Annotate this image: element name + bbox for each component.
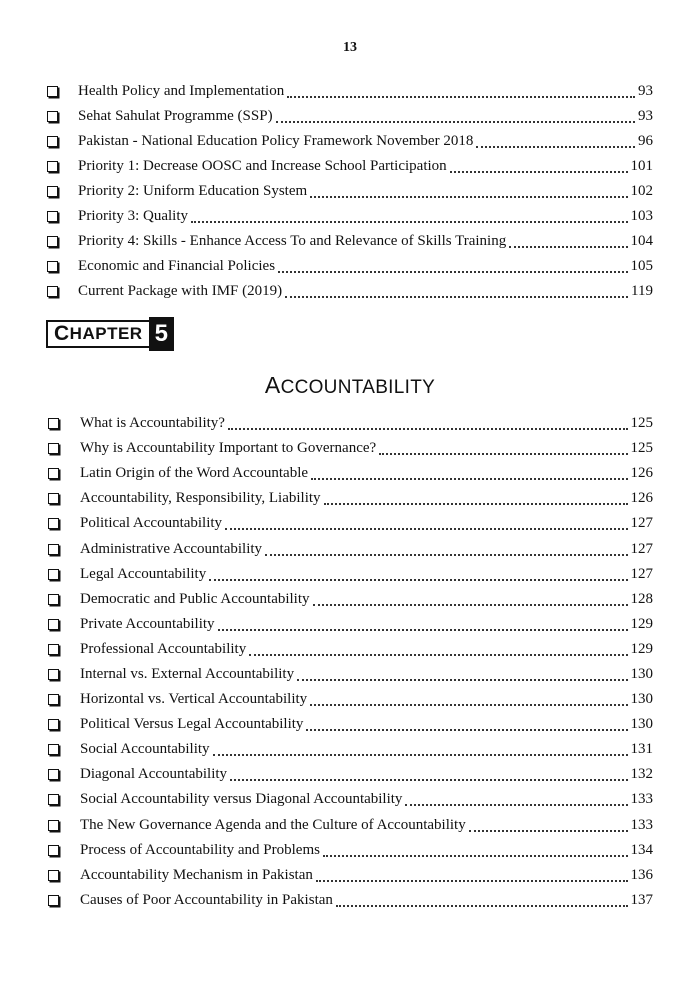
toc-entry-page-number: 130	[630, 716, 653, 733]
checkbox-bullet-icon	[47, 261, 58, 272]
toc-entry[interactable]	[0, 587, 700, 612]
toc-entry[interactable]	[0, 888, 700, 913]
dot-leader	[310, 195, 627, 198]
toc-entry-page-number: 126	[630, 490, 653, 507]
toc-entry-page-number: 105	[630, 258, 653, 274]
toc-entry-title: Process of Accountability and Problems	[80, 841, 320, 858]
dot-leader	[209, 578, 627, 581]
toc-entry-page-number: 127	[630, 540, 653, 557]
dot-leader	[324, 502, 628, 505]
toc-entry[interactable]	[0, 461, 700, 486]
toc-entry-title: Health Policy and Implementation	[78, 83, 285, 99]
toc-list-accountability	[0, 411, 700, 913]
toc-entry-title: Administrative Accountability	[80, 540, 263, 557]
toc-entry-page-number: 136	[630, 866, 653, 883]
toc-entry[interactable]	[0, 637, 700, 662]
dot-leader	[265, 553, 627, 556]
toc-entry-page-number: 125	[630, 415, 653, 432]
checkbox-bullet-icon	[48, 418, 59, 429]
checkbox-bullet-icon	[48, 619, 59, 630]
toc-entry-title: Legal Accountability	[80, 565, 207, 582]
toc-entry-title: Private Accountability	[80, 615, 215, 632]
dot-leader	[213, 753, 628, 756]
dot-leader	[316, 879, 628, 882]
checkbox-bullet-icon	[48, 895, 59, 906]
chapter-label	[46, 320, 149, 348]
dot-leader	[191, 220, 628, 223]
toc-entry-page-number: 127	[630, 515, 653, 532]
toc-entry[interactable]	[0, 762, 700, 787]
checkbox-bullet-icon	[47, 161, 58, 172]
dot-leader	[285, 295, 628, 298]
dot-leader	[323, 854, 628, 857]
dot-leader	[249, 653, 627, 656]
toc-entry-title: Priority 1: Decrease OOSC and Increase School Participation	[78, 158, 447, 174]
checkbox-bullet-icon	[48, 518, 59, 529]
checkbox-bullet-icon	[48, 820, 59, 831]
checkbox-bullet-icon	[47, 186, 58, 197]
toc-entry-title: Accountability, Responsibility, Liability	[80, 490, 321, 507]
chapter-heading	[46, 320, 174, 348]
toc-entry[interactable]	[0, 863, 700, 888]
toc-entry-title: Political Versus Legal Accountability	[80, 716, 304, 733]
toc-entry-title: What is Accountability?	[80, 415, 225, 432]
toc-entry-title: Economic and Financial Policies	[78, 258, 276, 274]
toc-entry-page-number: 103	[630, 208, 653, 224]
toc-entry[interactable]	[0, 179, 700, 204]
checkbox-bullet-icon	[48, 669, 59, 680]
toc-entry[interactable]	[0, 486, 700, 511]
checkbox-bullet-icon	[48, 468, 59, 479]
toc-entry[interactable]	[0, 511, 700, 536]
toc-entry-page-number: 101	[630, 158, 653, 174]
dot-leader	[476, 145, 635, 148]
toc-entry-page-number: 93	[638, 108, 653, 124]
toc-entry[interactable]	[0, 687, 700, 712]
toc-entry[interactable]	[0, 612, 700, 637]
dot-leader	[287, 95, 635, 98]
checkbox-bullet-icon	[48, 544, 59, 555]
toc-entry-page-number: 128	[630, 590, 653, 607]
checkbox-bullet-icon	[48, 794, 59, 805]
toc-entry[interactable]	[0, 787, 700, 812]
dot-leader	[450, 170, 628, 173]
toc-entry-page-number: 131	[630, 741, 653, 758]
toc-entry[interactable]	[0, 79, 700, 104]
toc-entry[interactable]	[0, 254, 700, 279]
toc-entry-page-number: 130	[630, 665, 653, 682]
toc-entry-title: Diagonal Accountability	[80, 766, 228, 783]
toc-entry-page-number: 133	[630, 791, 653, 808]
toc-entry[interactable]	[0, 536, 700, 561]
toc-entry-page-number: 133	[630, 816, 653, 833]
toc-entry[interactable]	[0, 411, 700, 436]
dot-leader	[297, 678, 627, 681]
checkbox-bullet-icon	[48, 719, 59, 730]
toc-entry-title: Professional Accountability	[80, 640, 247, 657]
checkbox-bullet-icon	[48, 845, 59, 856]
toc-entry-title: Social Accountability	[80, 741, 210, 758]
dot-leader	[336, 904, 628, 907]
toc-entry-page-number: 129	[630, 640, 653, 657]
toc-entry-title: Current Package with IMF (2019)	[78, 283, 283, 299]
toc-entry-page-number: 134	[630, 841, 653, 858]
dot-leader	[379, 452, 627, 455]
toc-entry-title: Internal vs. External Accountability	[80, 665, 295, 682]
dot-leader	[278, 270, 627, 273]
toc-entry-title: Political Accountability	[80, 515, 223, 532]
toc-list-previous-chapter	[0, 79, 700, 304]
chapter-number: 5	[149, 317, 174, 351]
dot-leader	[306, 728, 627, 731]
checkbox-bullet-icon	[48, 443, 59, 454]
dot-leader	[405, 803, 627, 806]
dot-leader	[218, 628, 628, 631]
toc-entry[interactable]	[0, 129, 700, 154]
toc-entry[interactable]	[0, 813, 700, 838]
toc-entry[interactable]	[0, 104, 700, 129]
checkbox-bullet-icon	[48, 644, 59, 655]
toc-entry-page-number: 96	[638, 133, 653, 149]
toc-entry[interactable]	[0, 662, 700, 687]
section-title-initial: A	[264, 372, 281, 398]
chapter-label-initial: C	[54, 322, 70, 345]
toc-entry[interactable]	[0, 154, 700, 179]
toc-entry-title: Pakistan - National Education Policy Framework November 2018	[78, 133, 474, 149]
checkbox-bullet-icon	[48, 493, 59, 504]
dot-leader	[230, 778, 627, 781]
section-title	[0, 372, 700, 399]
checkbox-bullet-icon	[47, 111, 58, 122]
toc-entry[interactable]	[0, 737, 700, 762]
toc-entry-page-number: 132	[630, 766, 653, 783]
dot-leader	[310, 703, 627, 706]
checkbox-bullet-icon	[47, 211, 58, 222]
toc-entry[interactable]	[0, 436, 700, 461]
checkbox-bullet-icon	[48, 769, 59, 780]
toc-entry-title: Horizontal vs. Vertical Accountability	[80, 691, 308, 708]
page-number: 13	[343, 40, 357, 55]
dot-leader	[225, 527, 627, 530]
toc-entry-page-number: 127	[630, 565, 653, 582]
toc-entry-page-number: 104	[630, 233, 653, 249]
toc-entry-page-number: 137	[630, 891, 653, 908]
toc-entry-page-number: 93	[638, 83, 653, 99]
dot-leader	[228, 427, 628, 430]
toc-entry[interactable]	[0, 229, 700, 254]
toc-entry-title: Causes of Poor Accountability in Pakistan	[80, 891, 333, 908]
toc-entry-page-number: 119	[631, 283, 653, 299]
toc-entry[interactable]	[0, 204, 700, 229]
toc-entry-title: Social Accountability versus Diagonal Accountability	[80, 791, 403, 808]
toc-entry[interactable]	[0, 562, 700, 587]
toc-entry-title: Priority 2: Uniform Education System	[78, 183, 308, 199]
chapter-label-rest: HAPTER	[69, 324, 143, 343]
checkbox-bullet-icon	[47, 236, 58, 247]
dot-leader	[276, 120, 635, 123]
checkbox-bullet-icon	[47, 286, 58, 297]
toc-entry-title: Democratic and Public Accountability	[80, 590, 310, 607]
toc-entry-title: Latin Origin of the Word Accountable	[80, 465, 309, 482]
toc-entry-title: Priority 3: Quality	[78, 208, 188, 224]
checkbox-bullet-icon	[48, 569, 59, 580]
toc-entry-title: Why is Accountability Important to Governance?	[80, 440, 377, 457]
toc-entry[interactable]	[0, 838, 700, 863]
toc-entry-page-number: 102	[630, 183, 653, 199]
toc-entry-page-number: 130	[630, 691, 653, 708]
checkbox-bullet-icon	[48, 594, 59, 605]
checkbox-bullet-icon	[48, 870, 59, 881]
toc-entry[interactable]	[0, 712, 700, 737]
toc-entry-page-number: 129	[630, 615, 653, 632]
toc-entry-page-number: 125	[630, 440, 653, 457]
toc-entry-title: The New Governance Agenda and the Culture of Accountability	[80, 816, 466, 833]
dot-leader	[509, 245, 627, 248]
toc-entry[interactable]	[0, 279, 700, 304]
dot-leader	[313, 603, 628, 606]
dot-leader	[469, 829, 628, 832]
checkbox-bullet-icon	[47, 136, 58, 147]
section-title-rest: CCOUNTABILITY	[280, 377, 436, 398]
toc-entry-title: Sehat Sahulat Programme (SSP)	[78, 108, 273, 124]
checkbox-bullet-icon	[48, 744, 59, 755]
checkbox-bullet-icon	[47, 86, 58, 97]
toc-entry-title: Accountability Mechanism in Pakistan	[80, 866, 313, 883]
checkbox-bullet-icon	[48, 694, 59, 705]
toc-entry-page-number: 126	[630, 465, 653, 482]
toc-entry-title: Priority 4: Skills - Enhance Access To and Relevance of Skills Training	[78, 233, 507, 249]
dot-leader	[311, 477, 627, 480]
